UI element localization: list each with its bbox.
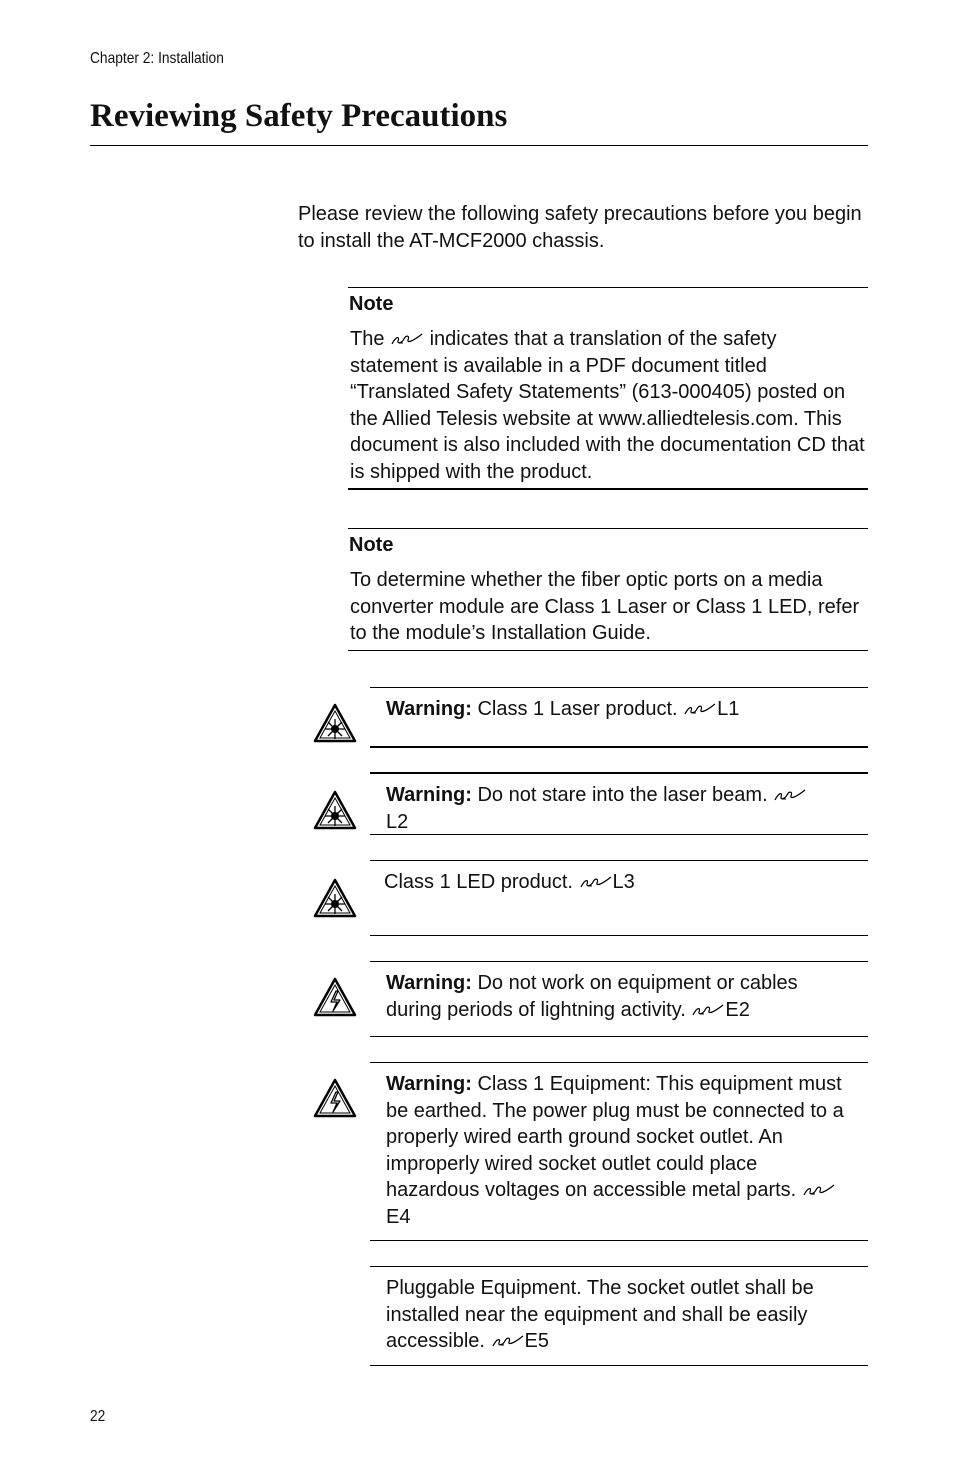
page-title: Reviewing Safety Precautions — [90, 98, 508, 134]
warning-bottom-rule — [370, 1240, 868, 1241]
warning-bottom-rule — [370, 935, 868, 936]
running-head: Chapter 2: Installation — [90, 50, 224, 67]
warning-top-rule — [370, 1062, 868, 1063]
warning-statement — [386, 782, 856, 835]
title-divider — [90, 145, 868, 146]
warning-text: Class 1 Equipment: This equipment must be earthed. The power plug must be connected to a properly wired earth ground socket outlet. An improperly wired socket outlet could place hazardous voltages on accessible metal parts. — [386, 1073, 844, 1201]
statement-code: E4 — [386, 1205, 411, 1228]
statement-code: E2 — [725, 998, 750, 1021]
warning-label: Warning: — [386, 784, 472, 806]
page-number: 22 — [90, 1408, 106, 1425]
note-text: indicates that a translation of the safety statement is available in a PDF document titled “Translated Safety Statements” (613-000405) posted on the Allied Telesis website at www.alliedtelesis.com. This document is also included with the documentation CD that is shipped with the product. — [350, 328, 865, 483]
note-text-prefix: The — [350, 328, 385, 350]
warning-text: Do not work on equipment or cables during periods of lightning activity. — [386, 972, 798, 1021]
warning-text: Pluggable Equipment. The socket outlet shall be installed near the equipment and shall be easily accessible. — [386, 1277, 814, 1352]
statement-code: E5 — [524, 1330, 549, 1352]
translation-reference-icon — [773, 788, 807, 802]
warning-statement — [386, 1275, 856, 1355]
note-body — [350, 326, 868, 485]
warning-top-rule — [370, 961, 868, 962]
laser-hazard-icon — [312, 877, 358, 919]
note-label: Note — [349, 534, 394, 556]
warning-label: Warning: — [386, 972, 472, 994]
warning-bottom-rule — [370, 746, 868, 748]
note-divider — [348, 488, 868, 490]
statement-code: L2 — [386, 810, 409, 833]
note-box — [348, 287, 868, 490]
warning-bottom-rule — [370, 834, 868, 835]
warning-text: Do not stare into the laser beam. — [477, 784, 768, 806]
note-label: Note — [349, 293, 394, 315]
translation-reference-icon — [390, 332, 424, 346]
translation-reference-icon — [691, 1003, 725, 1017]
electrical-hazard-icon — [312, 976, 358, 1018]
electrical-hazard-icon — [312, 1077, 358, 1119]
note-body: To determine whether the fiber optic ports on a media converter module are Class 1 Laser or Class 1 LED, refer to the module’s Installation Guide. — [350, 569, 860, 644]
translation-reference-icon — [683, 702, 717, 716]
statement-code: L1 — [717, 698, 740, 720]
warning-label: Warning: — [386, 1073, 472, 1095]
warning-statement — [386, 696, 856, 723]
statement-code: L3 — [612, 871, 635, 893]
note-box — [348, 528, 868, 651]
note-divider — [348, 650, 868, 651]
translation-reference-icon — [579, 875, 613, 889]
translation-reference-icon — [491, 1334, 525, 1348]
translation-reference-icon — [802, 1183, 836, 1197]
warning-label: Warning: — [386, 698, 472, 720]
warning-statement — [384, 869, 854, 896]
warning-top-rule — [370, 687, 868, 688]
warning-top-rule — [370, 1266, 868, 1267]
laser-hazard-icon — [312, 702, 358, 744]
warning-bottom-rule — [370, 1365, 868, 1366]
intro-paragraph: Please review the following safety precautions before you begin to install the AT-MCF2000 chassis. — [298, 203, 862, 252]
laser-hazard-icon — [312, 789, 358, 831]
warning-top-rule — [370, 772, 868, 774]
warning-bottom-rule — [370, 1036, 868, 1037]
warning-text: Class 1 Laser product. — [477, 698, 678, 720]
warning-text: Class 1 LED product. — [384, 871, 573, 893]
warning-top-rule — [370, 860, 868, 861]
warning-statement — [386, 1071, 856, 1230]
warning-statement — [386, 970, 856, 1023]
